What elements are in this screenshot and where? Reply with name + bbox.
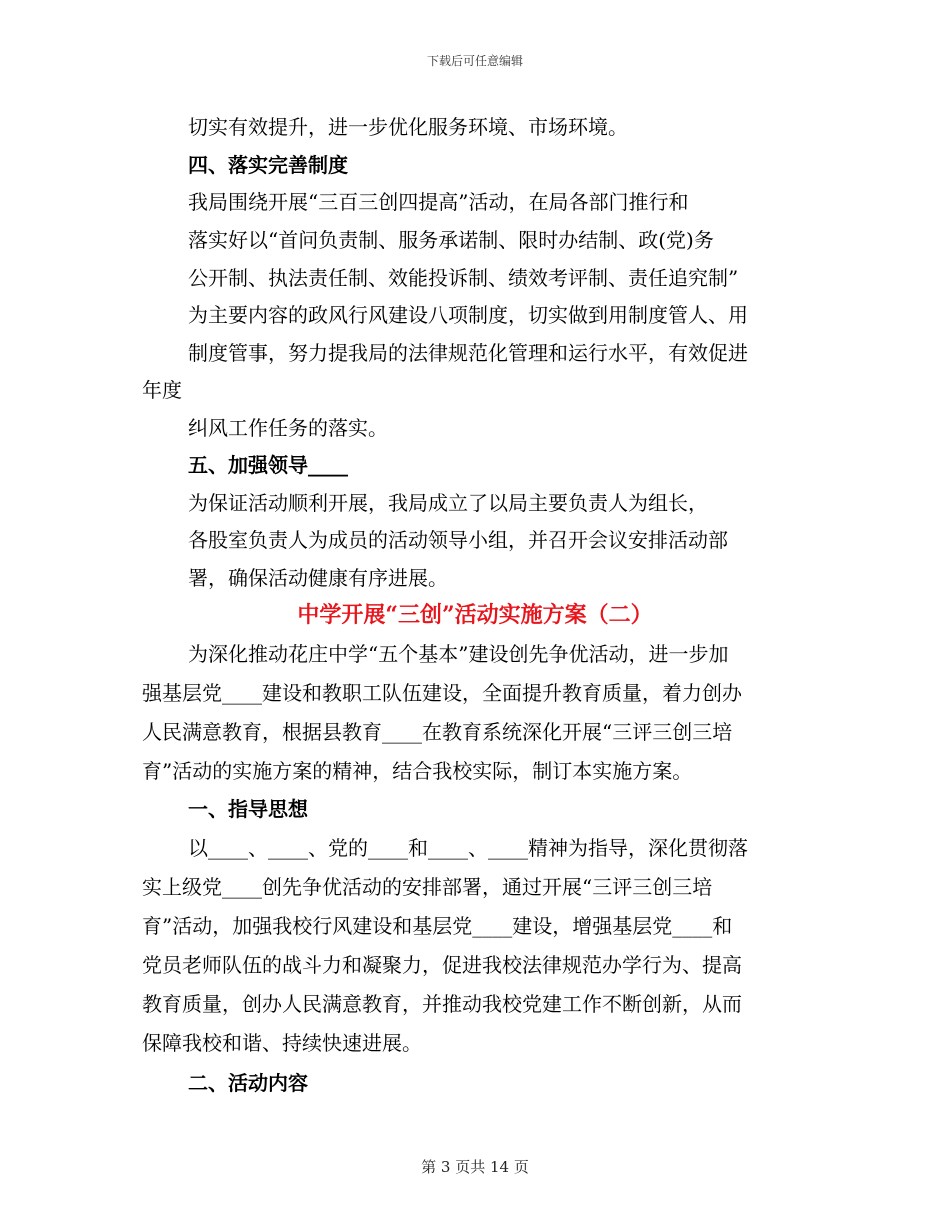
paragraph-line: 落实好以“首问负责制、服务承诺制、限时办结制、政(党)务 — [188, 228, 714, 252]
paragraph-line: 切实有效提升，进一步优化服务环境、市场环境。 — [188, 115, 628, 139]
paragraph-line: 人民满意教育，根据县教育____在教育系统深化开展“三评三创三培 — [142, 720, 733, 744]
paragraph-line: 纠风工作任务的落实。 — [188, 416, 388, 440]
paragraph-line: 我局围绕开展“三百三创四提高”活动，在局各部门推行和 — [188, 190, 689, 214]
section-heading-activity-content: 二、活动内容 — [188, 1071, 308, 1095]
paragraph-line: 保障我校和谐、持续快速进展。 — [142, 1031, 422, 1055]
document-title: 中学开展“三创”活动实施方案（二） — [297, 602, 653, 628]
paragraph-line: 为主要内容的政风行风建设八项制度，切实做到用制度管人、用 — [188, 303, 748, 327]
paragraph-line: 各股室负责人为成员的活动领导小组，并召开会议安排活动部 — [188, 528, 728, 552]
page-header: 下载后可任意编辑 — [426, 54, 523, 68]
paragraph-line: 年度 — [142, 378, 182, 402]
paragraph-line: 党员老师队伍的战斗力和凝聚力，促进我校法律规范办学行为、提高 — [142, 953, 742, 977]
page-footer: 第 3 页共 14 页 — [421, 1158, 529, 1176]
section-heading-guiding-thought: 一、指导思想 — [188, 797, 308, 821]
paragraph-line: 署，确保活动健康有序进展。 — [188, 566, 448, 590]
paragraph-line: 育”活动，加强我校行风建设和基层党____建设，增强基层党____和 — [142, 914, 733, 938]
paragraph-line: 实上级党____创先争优活动的安排部署，通过开展“三评三创三培 — [142, 875, 713, 899]
paragraph-line: 为深化推动花庄中学“五个基本”建设创先争优活动，进一步加 — [188, 642, 729, 666]
paragraph-line: 育”活动的实施方案的精神，结合我校实际，制订本实施方案。 — [142, 759, 693, 783]
section-heading-4: 四、落实完善制度 — [188, 153, 348, 177]
paragraph-line: 制度管事，努力提我局的法律规范化管理和运行水平，有效促进 — [188, 341, 748, 365]
section-heading-5: 五、加强领导____ — [188, 453, 348, 477]
paragraph-line: 强基层党____建设和教职工队伍建设，全面提升教育质量，着力创办 — [142, 681, 742, 705]
paragraph-line: 教育质量，创办人民满意教育，并推动我校党建工作不断创新，从而 — [142, 992, 742, 1016]
paragraph-line: 公开制、执法责任制、效能投诉制、绩效考评制、责任追究制” — [188, 266, 739, 290]
paragraph-line: 以____、____、党的____和____、____精神为指导，深化贯彻落 — [188, 836, 748, 860]
paragraph-line: 为保证活动顺利开展，我局成立了以局主要负责人为组长， — [188, 491, 708, 515]
